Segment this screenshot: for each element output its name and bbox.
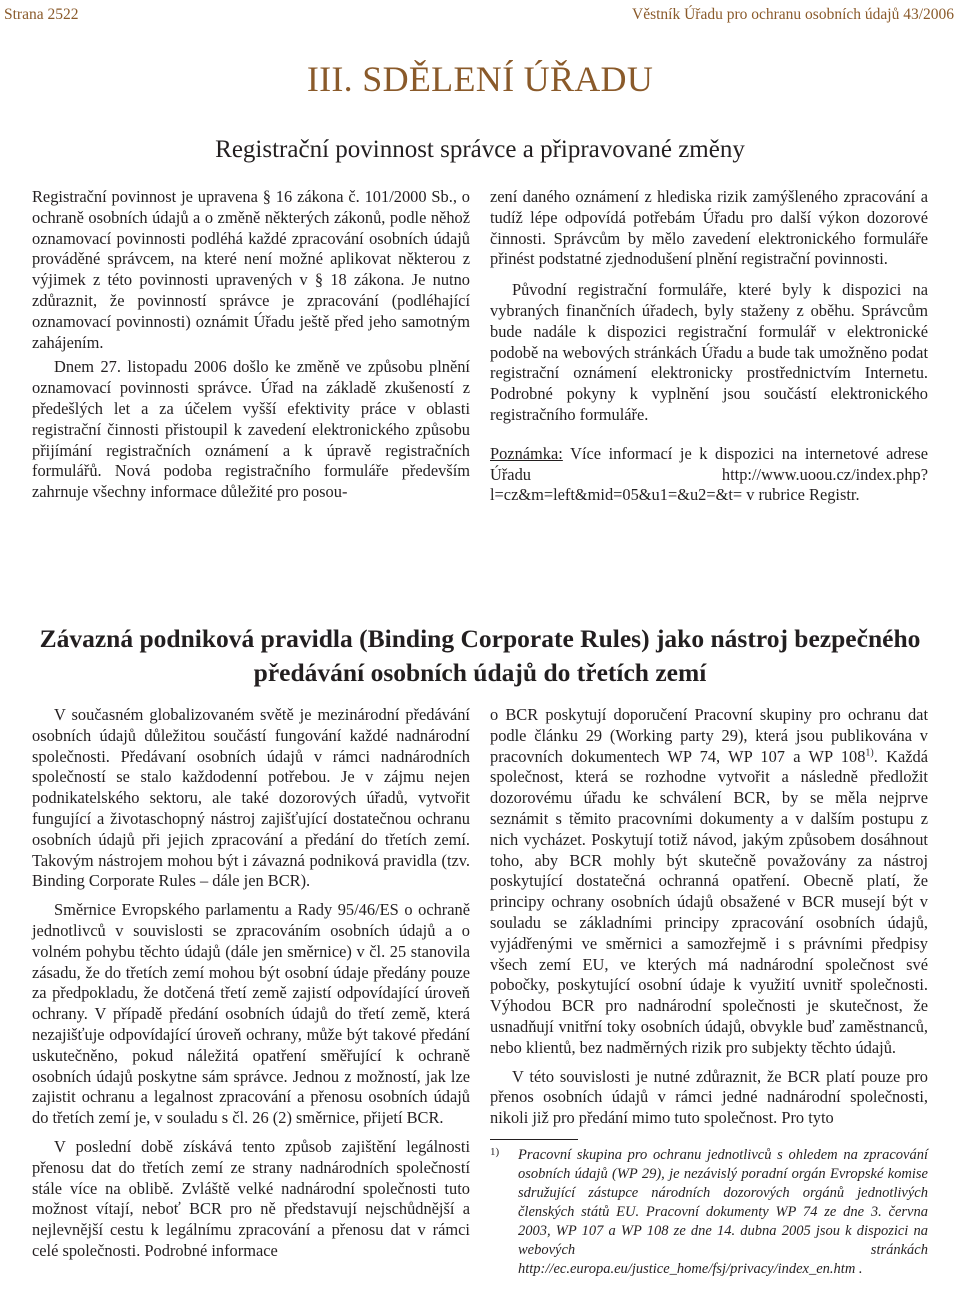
paragraph: V této souvislosti je nutné zdůraznit, že BCR platí pouze pro přenos osobních údajů v rámci jedné nadnárodní společnosti, nikoli již pro předání mimo tuto společnost. Pro tyto	[490, 1066, 928, 1128]
article2-title-line1: Závazná podniková pravidla (Binding Corporate Rules) jako nástroj bezpečného	[39, 624, 921, 653]
paragraph: Směrnice Evropského parlamentu a Rady 95/46/ES o ochraně jednotlivců v souvislosti se zpracováním osobních údajů a o volném pohybu těchto údajů (dále jen směrnice) v čl. 25 stanovila zásadu, že do třetích zemí mohou být osobní údaje předány pouze za předpokladu, že dotčená třetí země zajistí odpovídající úroveň ochrany. V případě předání osobních údajů do třetí země, která nezajišťuje odpovídající úroveň ochrany, může být takové předání uskutečněno, pokud náležitá opatření směřující k ochraně osobních údajů poskytne sám správce. Jednou z možností, jak lze zajistit ochranu a legalnost zpracování a přenosu osobních údajů do třetích zemí je, v souladu s čl. 26 (2) směrnice, přijetí BCR.	[32, 900, 470, 1128]
article1-title: Registrační povinnost správce a připravované změny	[215, 136, 745, 163]
paragraph: V současném globalizovaném světě je mezinárodní předávání osobních údajů důležitou součástí fungování každé nadnárodní společnosti. Předávaní osobních údajů v rámci nadnárodních společností se stalo každodenní potřebou. Je v zájmu nejen podnikatelského sektoru, ale také dozorových úřadů, vytvořit fungující a životaschopný nástroj zajišťující dostatečnou ochranu osobních údajů při jejich zpracování a předání do třetích zemí. Takovým nástrojem mohou být i závazná podniková pravidla (tzv. Binding Corporate Rules – dále jen BCR).	[32, 705, 470, 891]
article2-title-line2: předávání osobních údajů do třetích zemí	[253, 658, 707, 687]
page-number: Strana 2522	[4, 6, 79, 23]
paragraph: Původní registrační formuláře, které byly k dispozici na vybraných finančních úřadech, byly staženy z oběhu. Správcům bude nadále k dispozici registrační formulář v elektronické podobě na webových stránkách Úřadu a bude tak umožněno podat registrační oznámení elektronicky prostřednictvím Internetu. Podrobné pokyny k vyplnění jsou součástí elektronického registračního formuláře.	[490, 280, 928, 424]
footnote	[490, 1146, 928, 1279]
paragraph: zení daného oznámení z hlediska rizik zamýšleného zpracování a tudíž lépe odpovídá potřebám Úřadu pro další výkon dozorové činnosti. Správcům by mělo zavedení elektronického formuláře přinést podstatné zjednodušení plnění registrační povinnosti.	[490, 187, 928, 269]
running-header	[0, 6, 960, 26]
footnote-ref: 1)	[865, 747, 874, 759]
footnote-text: Pracovní skupina pro ochranu jednotlivců s ohledem na zpracování osobních údajů (WP 29), je nezávislý poradní orgán Evropské komise sdružující zástupce národních dozorových orgánů jednotlivých členských států EU. Pracovní dokumenty WP 74 ze dne 3. června 2003, WP 107 a WP 108 ze dne 14. dubna 2005 jsou k dispozici na webových stránkách http://ec.europa.eu/justice_home/fsj/privacy/index_en.htm .	[518, 1146, 928, 1277]
paragraph: Registrační povinnost je upravena § 16 zákona č. 101/2000 Sb., o ochraně osobních údajů a o změně některých zákonů, podle něhož oznamovací povinnosti podléhá každé zpracování osobních údajů prováděné správcem, na které není možné aplikovat některou z výjimek z této povinnosti upravených v § 18 zákona. Je nutno zdůraznit, že povinností správce je zpracování (podléhající oznamovací povinnosti) oznámit Úřadu ještě před jeho samotným zahájením.	[32, 187, 470, 352]
note-text: Více informací je k dispozici na internetové adrese Úřadu http://www.uoou.cz/index.php?l=cz&m=left&mid=05&u1=&u2=&t= v rubrice Registr.	[490, 443, 928, 505]
article2-right-column	[490, 705, 928, 1279]
paragraph: Dnem 27. listopadu 2006 došlo ke změně ve způsobu plnění oznamovací povinnosti správce. Úřad na základě zkušeností z předešlých let a za účelem vyšší efektivity práce v oblasti registrační činnosti přistoupil k zavedení elektronického způsobu přijímání registračních oznámení a k úpravě registračních formulářů. Nová podoba registračního formuláře především zahrnuje všechny informace důležité pro posou-	[32, 357, 470, 502]
paragraph	[490, 705, 928, 1059]
paragraph-part: o BCR poskytují doporučení Pracovní skupiny pro ochranu dat podle článku 29 (Working party 29), která jsou publikována v pracovních dokumentech WP 74, WP 107 a WP 108	[490, 705, 928, 766]
paragraph: V poslední době získává tento způsob zajištění legálnosti přenosu dat do třetích zemí ze strany nadnárodních společností stále více na oblibě. Zvláště velké nadnárodní společnosti tuto možnost vítají, neboť BCR pro ně představují nejschůdnější a nejlevnější cestu k legálnímu zpracování a přenosu dat v rámci celé společnosti. Podrobné informace	[32, 1136, 470, 1260]
article2-left-column	[32, 705, 470, 1262]
article2-title	[0, 622, 960, 690]
article1-right-column	[490, 187, 928, 506]
paragraph-part: . Každá společnost, která se rozhodne vytvořit a následně předložit dozorovému úřadu ke schválení BCR, by se měla nejprve seznámit s těmito pracovními dokumenty a v dalším postupu z nich vycházet. Poskytují totiž návod, jakým způsobem dosáhnout toho, aby BCR mohly být skutečně považovány za nástroj poskytující dostatečná ochranná opatření. Obecně platí, že principy ochrany osobních údajů obsažené v BCR musejí být v souladu se základními principy zpracování osobních údajů, vyjádřenými ve směrnici a samozřejmě i s právními předpisy všech zemí EU, ve kterých má nadnárodní společnost své pobočky, poskytující osobní údaje k využití uvnitř společnosti. Výhodou BCR pro nadnárodní společnosti je skutečnost, že usnadňují vnitřní toky osobních údajů, obvykle buď zaměstnanců, nebo klientů, bez nadměrných rizik pro subjekty těchto údajů.	[490, 746, 928, 1057]
article1-left-column	[32, 187, 470, 503]
footnote-divider	[490, 1139, 578, 1140]
journal-title: Věstník Úřadu pro ochranu osobních údajů 43/2006	[632, 6, 954, 23]
footnote-mark: 1)	[490, 1145, 500, 1158]
note-label: Poznámka:	[490, 443, 563, 463]
section-title: III. SDĚLENÍ ÚŘADU	[306, 59, 654, 99]
note-paragraph	[490, 444, 928, 506]
